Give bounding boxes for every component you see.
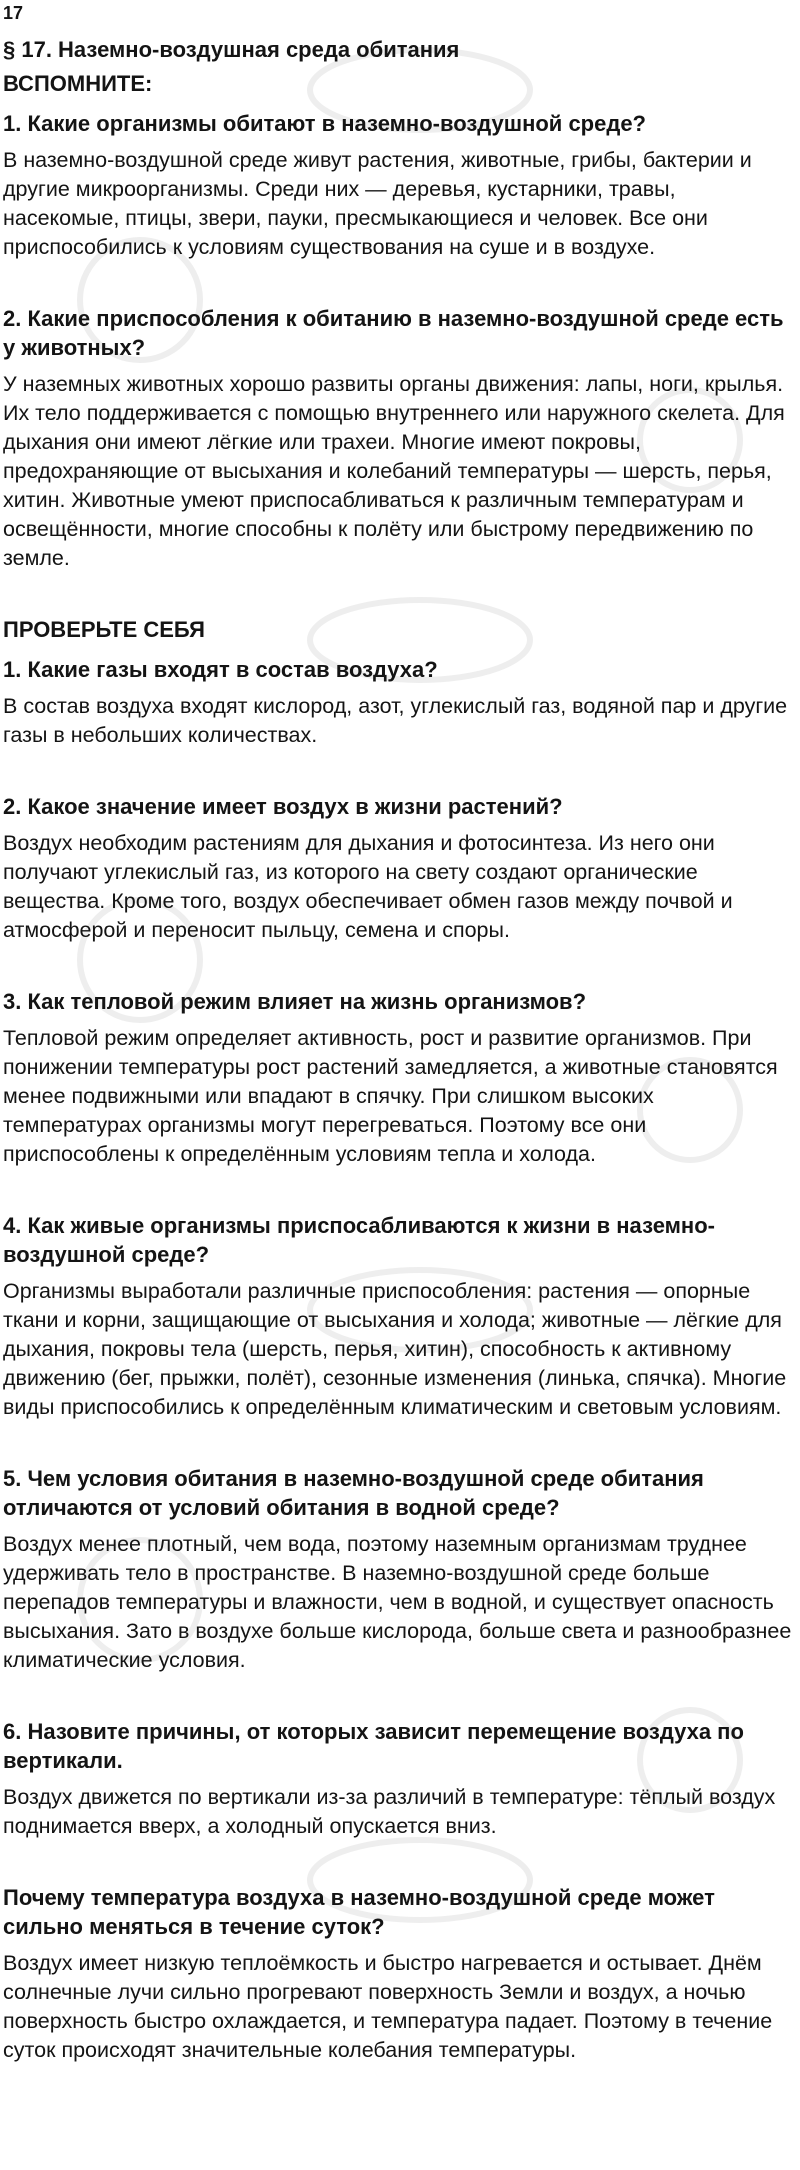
question-text: 4. Как живые организмы приспосабливаются к жизни в наземно-воздушной среде? (3, 1213, 715, 1267)
answer-text: Воздух менее плотный, чем вода, поэтому наземным организмам труднее удерживать тело в пространстве. В наземно-воздушной среде больше перепадов температуры и влажности, чем в водной, и существует опасность высыхания. Зато в воздухе больше кислорода, больше света и разнообразнее климатические условия. (3, 1532, 792, 1672)
answer-text: Тепловой режим определяет активность, рост и развитие организмов. При понижении температуры рост растений замедляется, а животные становятся менее подвижными или впадают в спячку. При слишком высоких температурах организмы могут перегреваться. Поэтому все они приспособлены к определённым условиям тепла и холода. (3, 1026, 778, 1166)
check-item (3, 1211, 796, 1422)
question-text: 5. Чем условия обитания в наземно-воздушной среде обитания отличаются от условий обитания в водной среде? (3, 1466, 704, 1520)
question-text: 1. Какие газы входят в состав воздуха? (3, 657, 438, 682)
question-text: Почему температура воздуха в наземно-воздушной среде может сильно меняться в течение суток? (3, 1885, 715, 1939)
check-item (3, 1717, 796, 1841)
check-item (3, 1464, 796, 1675)
answer-text: Организмы выработали различные приспособления: растения — опорные ткани и корни, защищающие от высыхания и холода; животные — лёгкие для дыхания, покровы тела (шерсть, перья, хитин), способность к активному движению (бег, прыжки, полёт), сезонные изменения (линька, спячка). Многие виды приспособились к определённым климатическим и световым условиям. (3, 1279, 787, 1419)
check-item (3, 987, 796, 1169)
question-text: 6. Назовите причины, от которых зависит перемещение воздуха по вертикали. (3, 1719, 744, 1773)
question-text: 2. Какое значение имеет воздух в жизни растений? (3, 794, 563, 819)
remember-heading: ВСПОМНИТЕ: (3, 71, 153, 96)
remember-item (3, 304, 796, 573)
check-item (3, 1883, 796, 2065)
section-title: § 17. Наземно-воздушная среда обитания (3, 37, 460, 62)
question-text: 2. Какие приспособления к обитанию в наземно-воздушной среде есть у животных? (3, 306, 784, 360)
answer-text: У наземных животных хорошо развиты органы движения: лапы, ноги, крылья. Их тело поддерживается с помощью внутреннего или наружного скелета. Для дыхания они имеют лёгкие или трахеи. Многие имеют покровы, предохраняющие от высыхания и колебаний температуры — шерсть, перья, хитин. Животные умеют приспосабливаться к различным температурам и освещённости, многие способны к полёту или быстрому передвижению по земле. (3, 372, 785, 570)
page-number: 17 (3, 3, 24, 23)
question-text: 3. Как тепловой режим влияет на жизнь организмов? (3, 989, 587, 1014)
answer-text: Воздух имеет низкую теплоёмкость и быстро нагревается и остывает. Днём солнечные лучи сильно прогревают поверхность Земли и воздух, а ночью поверхность быстро охлаждается, и температура падает. Поэтому в течение суток происходят значительные колебания температуры. (3, 1951, 773, 2062)
check-item (3, 655, 796, 750)
answer-text: В наземно-воздушной среде живут растения, животные, грибы, бактерии и другие микроорганизмы. Среди них — деревья, кустарники, травы, насекомые, птицы, звери, пауки, пресмыкающиеся и человек. Все они приспособились к условиям существования на суше и в воздухе. (3, 148, 752, 259)
check-item (3, 792, 796, 945)
answer-text: Воздух необходим растениям для дыхания и фотосинтеза. Из него они получают углекислый газ, из которого на свету создают органические вещества. Кроме того, воздух обеспечивает обмен газов между почвой и атмосферой и переносит пыльцу, семена и споры. (3, 831, 733, 942)
remember-item (3, 109, 796, 262)
answer-text: Воздух движется по вертикали из-за различий в температуре: тёплый воздух поднимается вверх, а холодный опускается вниз. (3, 1785, 776, 1838)
question-text: 1. Какие организмы обитают в наземно-воздушной среде? (3, 111, 646, 136)
answer-text: В состав воздуха входят кислород, азот, углекислый газ, водяной пар и другие газы в небольших количествах. (3, 694, 788, 747)
check-heading: ПРОВЕРЬТЕ СЕБЯ (3, 617, 205, 642)
